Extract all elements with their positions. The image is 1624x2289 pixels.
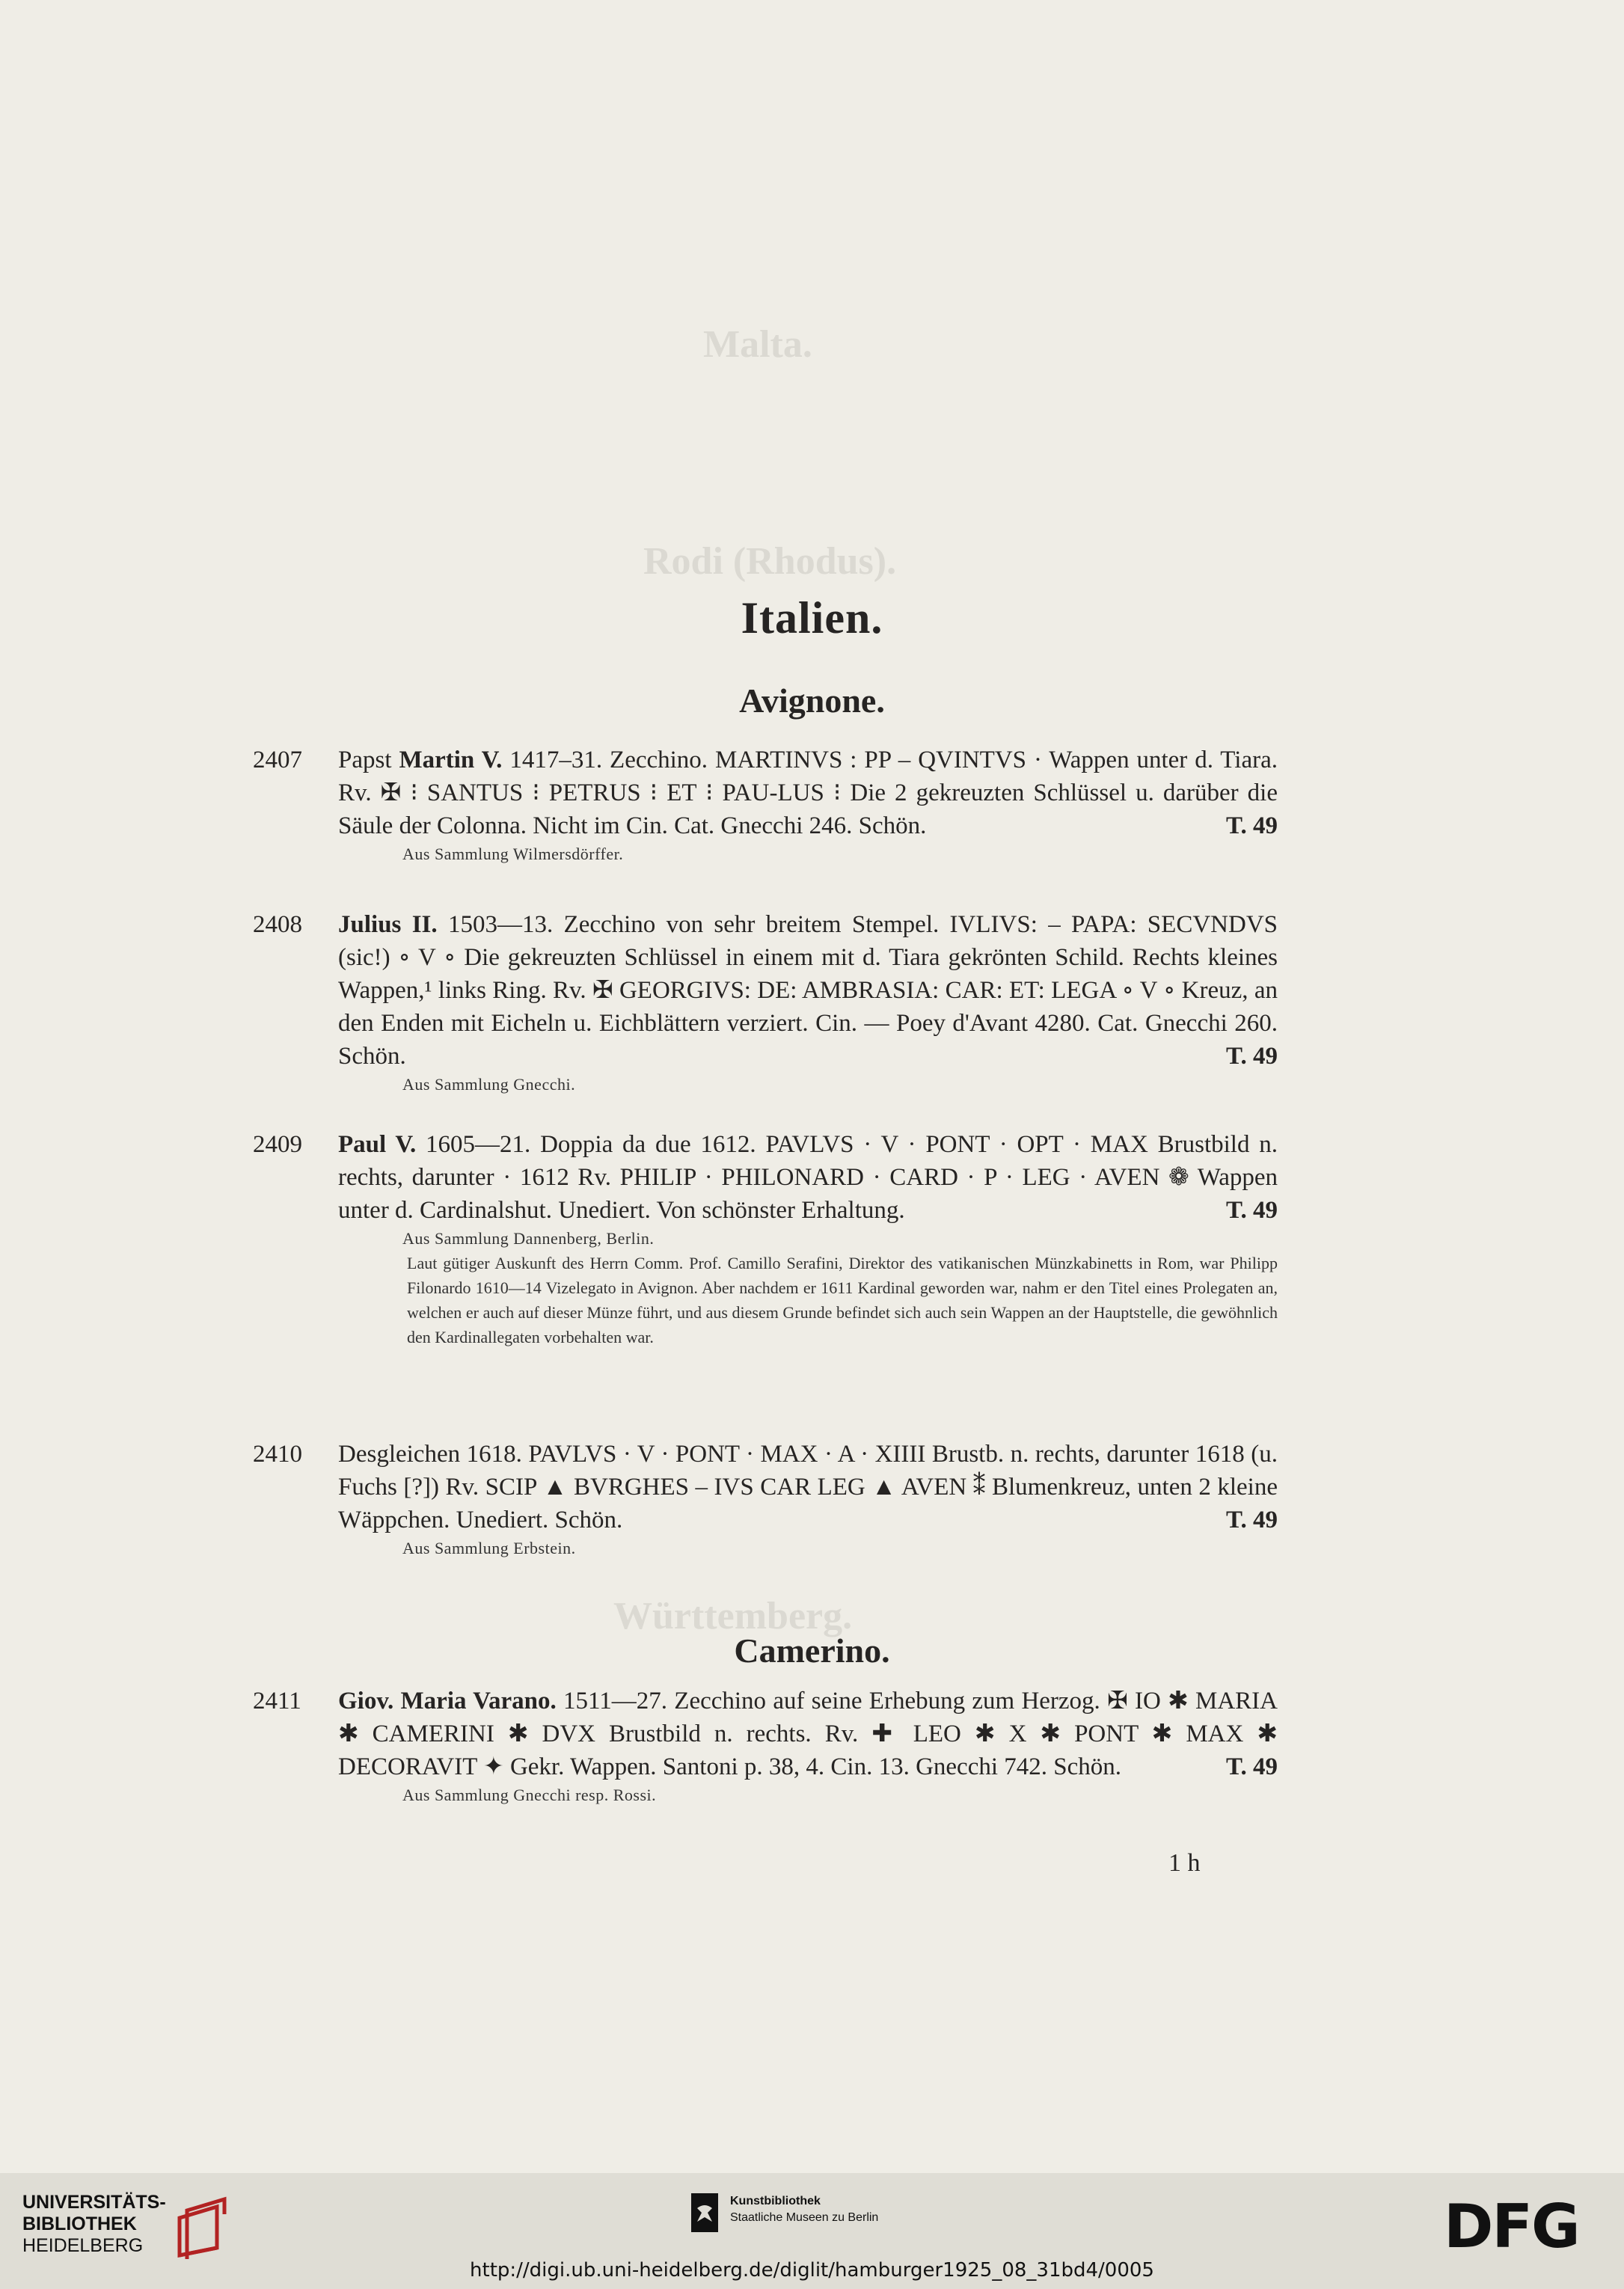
lot-entry bbox=[253, 1128, 1285, 1349]
lot-description bbox=[338, 1128, 1278, 1227]
provenance: Aus Sammlung Dannenberg, Berlin. bbox=[402, 1229, 655, 1248]
plate-reference: T. 49 bbox=[1225, 1043, 1278, 1070]
lot-text: 1605—21. Doppia da due 1612. PAVLVS · V · PONT · OPT · MAX Brustbild n. rechts, darunter · 1612 Rv. PHILIP · PHILONARD · CARD · P · LEG · AVEN ❁ Wappen unter d. Cardinalshut. Unediert. Von schönster Erhaltung. bbox=[338, 1131, 1278, 1224]
ruler-name: Paul V. bbox=[338, 1131, 417, 1158]
plate-reference: T. 49 bbox=[1225, 1753, 1278, 1780]
lot-description bbox=[338, 744, 1278, 842]
page-title: Italien. bbox=[741, 593, 883, 643]
lot-entry bbox=[253, 908, 1285, 1097]
kb-logo-line: Kunstbibliothek bbox=[730, 2195, 821, 2207]
lot-description bbox=[338, 1438, 1278, 1536]
lot-number: 2409 bbox=[253, 1131, 302, 1158]
scanned-page: Malta. Rodi (Rhodus). Württemberg. Italien. Avignone. 2407 Papst Martin V. 1417–31. Zecchino. MARTINVS : PP – QVINTVS · Wappen unter d. Tiara. Rv. ✠ ⁝ SANTUS ⁝ PETRUS ⁝ ET ⁝ PAU-LUS ⁝ Die 2 gekreuzten Schlüssel u. darüber die Säule der Colonna. Nicht im Cin. Cat. Gnecchi 246. Schön. T. 49 Aus Sammlung Wilmersdörffer. 2408 Julius II. 1503—13. Zecchino von sehr breitem Stempel. IVLIVS: – PAPA: SECVNDVS (sic!) ∘ V ∘ Die gekreuzten Schlüssel in einem mit d. Tiara gekrönten Schild. Rechts kleines Wappen,¹ links Ring. Rv. ✠ GEORGIVS: DE: AMBRASIA: CAR: ET: LEGA ∘ V ∘ Kreuz, an den Enden mit Eicheln u. Eichblättern verziert. Cin. — Poey d'Avant 4280. Cat. Gnecchi 260. Schön. T. 49 Aus Sammlung Gnecchi. 2409 Paul V. 1605—21. Doppia da due 1612. PAVLVS · V · PONT · OPT · MAX Brustbild n. rechts, darunter · 1612 Rv. PHILIP · PHILONARD · CARD · P · LEG · AVEN ❁ Wappen unter d. Cardinalshut. Unediert. Von schönster Erhaltung. T. 49 Aus Sammlung Dannenberg, Berlin. Laut gütiger Auskunft des Herrn Comm. Prof. Camillo Serafini, Direktor des vatikanischen Münzkabinetts in Rom, war Philipp Filonardo 1610—14 Vizelegato in Avignon. Aber nachdem er 1611 Kardinal geworden war, nahm er den Titel eines Prolegaten an, welchen er auch auf dieser Münze führt, und aus diesem Grunde befindet sich auch sein Wappen an der Hauptstelle, die gewöhnlich den Kardinallegaten vorbehalten war. 2410 Desgleichen 1618. PAVLVS · V · PONT · MAX · A · XIIII Brustb. n. rechts, darunter 1618 (u. Fuchs [?]) Rv. SCIP ▲ BVRGHES – IVS CAR LEG ▲ AVEN ⁑ Blumenkreuz, unten 2 kleine Wäppchen. Unediert. Schön. T. 49 Aus Sammlung Erbstein. Camerino. 2411 Giov. Maria Varano. 1511—27. Zecchino auf seine Erhebung zum Herzog. ✠ IO ✱ MARIA ✱ CAMERINI ✱ DVX Brustbild n. rechts. Rv. ✚ LEO ✱ X ✱ PONT ✱ MAX ✱ DECORAVIT ✦ Gekr. Wappen. Santoni p. 38, 4. Cin. 13. Gnecchi 742. Schön. T. 49 Aus Sammlung Gnecchi resp. Rossi. 1 h bbox=[0, 0, 1624, 2173]
sheet-signature: 1 h bbox=[1168, 1849, 1201, 1877]
ub-logo-line: HEIDELBERG bbox=[22, 2235, 144, 2256]
kunstbibliothek-logo[interactable] bbox=[691, 2193, 878, 2232]
footnote: Laut gütiger Auskunft des Herrn Comm. Prof. Camillo Serafini, Direktor des vatikanischen Münzkabinetts in Rom, war Philipp Filonardo 1610—14 Vizelegato in Avignon. Aber nachdem er 1611 Kardinal geworden war, nahm er den Titel eines Prolegaten an, welchen er auch auf dieser Münze führt, und aus diesem Grunde befindet sich auch sein Wappen an der Hauptstelle, die gewöhnlich den Kardinallegaten vorbehalten war. bbox=[407, 1254, 1278, 1346]
eagle-icon bbox=[691, 2193, 718, 2232]
lot-text: 1503—13. Zecchino von sehr breitem Stempel. IVLIVS: – PAPA: SECVNDVS (sic!) ∘ V ∘ Die gekreuzten Schlüssel in einem mit d. Tiara gekrönten Schild. Rechts kleines Wappen,¹ links Ring. Rv. ✠ GEORGIVS: DE: AMBRASIA: CAR: ET: LEGA ∘ V ∘ Kreuz, an den Enden mit Eicheln u. Eichblättern verziert. Cin. — Poey d'Avant 4280. Cat. Gnecchi 260. Schön. bbox=[338, 911, 1278, 1070]
provenance: Aus Sammlung Gnecchi. bbox=[402, 1075, 576, 1094]
ruler-name: Julius II. bbox=[338, 911, 438, 938]
lot-entry bbox=[253, 744, 1285, 866]
plate-reference: T. 49 bbox=[1225, 812, 1278, 839]
ub-logo-text bbox=[22, 2192, 166, 2257]
provenance: Aus Sammlung Erbstein. bbox=[402, 1539, 576, 1557]
lot-number: 2411 bbox=[253, 1688, 301, 1715]
ruler-name: Martin V. bbox=[399, 747, 503, 773]
lot-entry bbox=[253, 1685, 1285, 1807]
ub-book-icon bbox=[165, 2192, 247, 2263]
heidelberg-library-logo[interactable] bbox=[22, 2192, 166, 2257]
lot-entry bbox=[253, 1438, 1285, 1560]
provenance: Aus Sammlung Gnecchi resp. Rossi. bbox=[402, 1786, 657, 1804]
lot-description bbox=[338, 908, 1278, 1073]
kb-logo-line: Staatliche Museen zu Berlin bbox=[730, 2211, 879, 2224]
lot-text: 1417–31. Zecchino. MARTINVS : PP – QVINTVS · Wappen unter d. Tiara. Rv. ✠ ⁝ SANTUS ⁝ PETRUS ⁝ ET ⁝ PAU-LUS ⁝ Die 2 gekreuzten Schlüssel u. darüber die Säule der Colonna. Nicht im Cin. Cat. Gnecchi 246. Schön. bbox=[338, 747, 1278, 839]
ub-logo-line: UNIVERSITÄTS- bbox=[22, 2192, 166, 2213]
section-heading-camerino: Camerino. bbox=[734, 1631, 890, 1670]
lot-text: 1511—27. Zecchino auf seine Erhebung zum Herzog. ✠ IO ✱ MARIA ✱ CAMERINI ✱ DVX Brustbild n. rechts. Rv. ✚ LEO ✱ X ✱ PONT ✱ MAX ✱ DECORAVIT ✦ Gekr. Wappen. Santoni p. 38, 4. Cin. 13. Gnecchi 742. Schön. bbox=[338, 1688, 1278, 1780]
dfg-logo[interactable]: DFG bbox=[1444, 2192, 1579, 2261]
ruler-name: Giov. Maria Varano. bbox=[338, 1688, 557, 1715]
plate-reference: T. 49 bbox=[1225, 1197, 1278, 1224]
lot-description bbox=[338, 1685, 1278, 1783]
lot-number: 2408 bbox=[253, 911, 302, 938]
plate-reference: T. 49 bbox=[1225, 1507, 1278, 1533]
permalink-url[interactable]: http://digi.ub.uni-heidelberg.de/diglit/hamburger1925_08_31bd4/0005 bbox=[470, 2259, 1154, 2282]
provenance: Aus Sammlung Wilmersdörffer. bbox=[402, 845, 624, 863]
lot-text: Desgleichen 1618. PAVLVS · V · PONT · MAX · A · XIIII Brustb. n. rechts, darunter 1618 (u. Fuchs [?]) Rv. SCIP ▲ BVRGHES – IVS CAR LEG ▲ AVEN ⁑ Blumenkreuz, unten 2 kleine Wäppchen. Unediert. Schön. bbox=[338, 1441, 1278, 1533]
section-heading-avignone: Avignone. bbox=[739, 681, 885, 720]
lot-prefix: Papst bbox=[338, 747, 392, 773]
lot-number: 2410 bbox=[253, 1441, 302, 1468]
ub-logo-line: BIBLIOTHEK bbox=[22, 2213, 137, 2234]
kb-logo-text bbox=[730, 2193, 878, 2226]
lot-number: 2407 bbox=[253, 747, 302, 773]
